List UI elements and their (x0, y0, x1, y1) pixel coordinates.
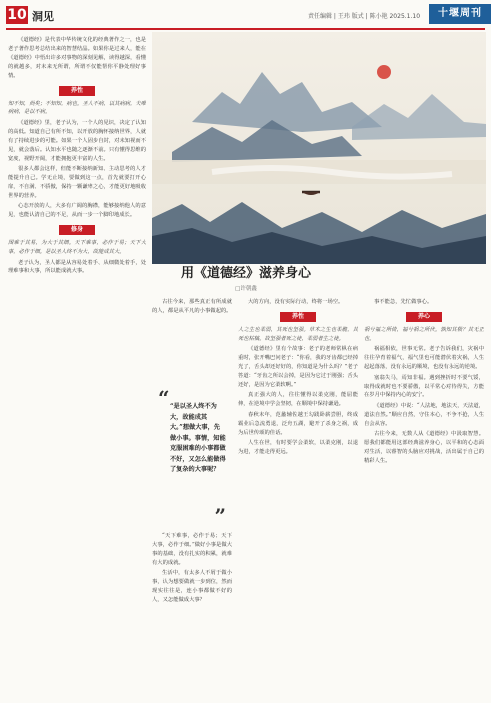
column-1 (8, 36, 146, 696)
quote-verse: 知不知，尚矣；不知知，病也。圣人不病，以其病病，夫唯病病，是以不病。 (8, 100, 146, 116)
paragraph: 老子认为，圣人都是从容易处着手、从细微处着手，处理难事和大事，所以能成就大事。 (8, 259, 146, 275)
section-name: 洞见 (32, 10, 54, 23)
column-2-bottom (152, 532, 232, 696)
editor-meta: 责任编辑 | 王玮 版式 | 陈小艳 2025.1.10 (308, 13, 421, 20)
close-quote-icon: ” (214, 504, 226, 528)
paragraph: 人生在世，有时要学会柔软，以柔克刚，以退为进，才能走得更远。 (238, 440, 358, 456)
sun-icon (377, 65, 391, 79)
quote-verse: 人之生也柔弱，其死也坚强。草木之生也柔脆，其死也枯槁。故坚强者死之徒，柔弱者生之徒。 (238, 326, 358, 342)
subhead-tag: 养性 (280, 312, 316, 322)
quote-verse: 图难于其易，为大于其细。天下难事，必作于易；天下大事，必作于细。是以圣人终不为大，故能成其大。 (8, 240, 146, 255)
open-quote-icon: “ (158, 386, 170, 410)
paragraph: 古往今来，无数人从《道德经》中汲取智慧。愿我们都能用这部经典滋养身心，以平和的心态面对生活，以睿智的头脑应对挑战，活出属于自己的精彩人生。 (364, 431, 484, 464)
paragraph: 古往今来，那些真正有所成就的人，都是从平凡的小事做起的。 (152, 299, 232, 314)
paragraph: 塞翁失马，焉知非福。遇到挫折时不要气馁，取得成就时也不要骄傲，以平常心对待得失，方能在岁月中保持内心的安宁。 (364, 374, 484, 399)
paragraph: 《道德经》里，老子认为，一个人的见识，决定了认知的高低。知道自己有所不知，以开放的胸怀接纳世界，人就有了持续进步的可能。如果一个人固步自封，对未知视而不见，就会落后。认知水平也随之逐渐不前。只有懂得思维的宽度，视野开阔，才能拥抱更丰富的人生。 (8, 119, 146, 162)
paragraph: 大的方向，没有实际行动，终将一场空。 (248, 299, 344, 305)
column-4 (364, 298, 484, 696)
newspaper-brand: 十堰周刊 (429, 4, 491, 24)
column-3 (238, 298, 358, 696)
paragraph: 《道德经》里有个故事：老子的老师常枞在病重时，张开嘴巴问老子：“你看，我的牙齿都已经掉光了，舌头却还好好的，你知道是为什么吗？”老子答道：“牙齿之所以会掉，是因为它过于刚强；舌头还好，是因为它柔软啊。” (238, 346, 358, 388)
column-2-top (152, 298, 232, 384)
paragraph: 事不能急，先忙做事心。 (374, 299, 433, 305)
hero-illustration (152, 32, 486, 264)
pull-quote (152, 386, 232, 528)
subhead-tag: 养性 (59, 86, 95, 96)
paragraph: 心态开放的人，大多有广阔的胸襟，能够接纳他人的意见，也能认清自己的不足，从而一步一个脚印地成长。 (8, 203, 146, 219)
page-number: 10 (7, 7, 27, 23)
paragraph: 生活中，有太多人不屑于做小事，认为想要做就一步到位，然而现实往往是，连小事都做不好的人，又怎能做成大事？ (152, 570, 232, 603)
pull-quote-text: “是以圣人终不为大，故能成其大。”想做大事，先做小事。事情，知能克服困难的小事都做不好，又怎么能做得了复杂的大事呢？ (170, 403, 226, 473)
paragraph: “天下难事，必作于易；天下大事，必作于细。”做好小事是做大事的基础，没有扎实的积累，就难有大的成就。 (152, 533, 232, 566)
page-header (0, 0, 491, 28)
paragraph: 祸福相依，世事无常。老子告诉我们，灾祸中往往孕育着福气，福气里也可能潜伏着灾祸，人生起起落落，没有永远的顺境，也没有永远的逆境。 (364, 346, 484, 371)
subhead-tag: 修身 (59, 225, 95, 235)
paragraph: 真正强大的人，往往懂得以柔克刚，能屈能伸，在逆境中学会坚韧，在顺境中保持谦逊。 (238, 392, 358, 408)
subhead-tag: 养心 (406, 312, 442, 322)
paragraph: 《道德经》是代表中华传统文化的经典著作之一，也是老子著作思考总结出来的智慧结晶。如果你是过来人，能在《道德经》中悟出许多对事物的深刻见解，读得越深，看懂的就越多，对未来无所谓，所谓不仅能帮你平静处理好事情。 (8, 37, 146, 79)
paragraph: 很多人都会这样，但能不断接纳新知、主动思考的人才能提升自己。学无止境，要做到这一点，首先就要打开心扉，不自满、不骄傲，保持一颗谦卑之心，才能更好地吸收世界的营养。 (8, 166, 146, 199)
paragraph: 《道德经》中说：“人法地，地法天，天法道，道法自然。”顺应自然，守住本心，不争不抢，人生自会从容。 (364, 402, 484, 427)
paragraph: 春秋末年，范蠡辅佐越王勾践卧薪尝胆，终成霸业后急流勇退，泛舟五湖，避开了杀身之祸，成为后世传颂的佳话。 (238, 411, 358, 436)
header-rule (6, 28, 485, 30)
quote-verse: 祸兮福之所倚，福兮祸之所伏。孰知其极？其无正也。 (364, 326, 484, 342)
article-byline: □许朝鑫 (235, 286, 257, 292)
ink-landscape-image (152, 32, 486, 264)
article-title: 用《道德经》滋养身心 (180, 266, 311, 281)
article-heading (152, 262, 340, 294)
